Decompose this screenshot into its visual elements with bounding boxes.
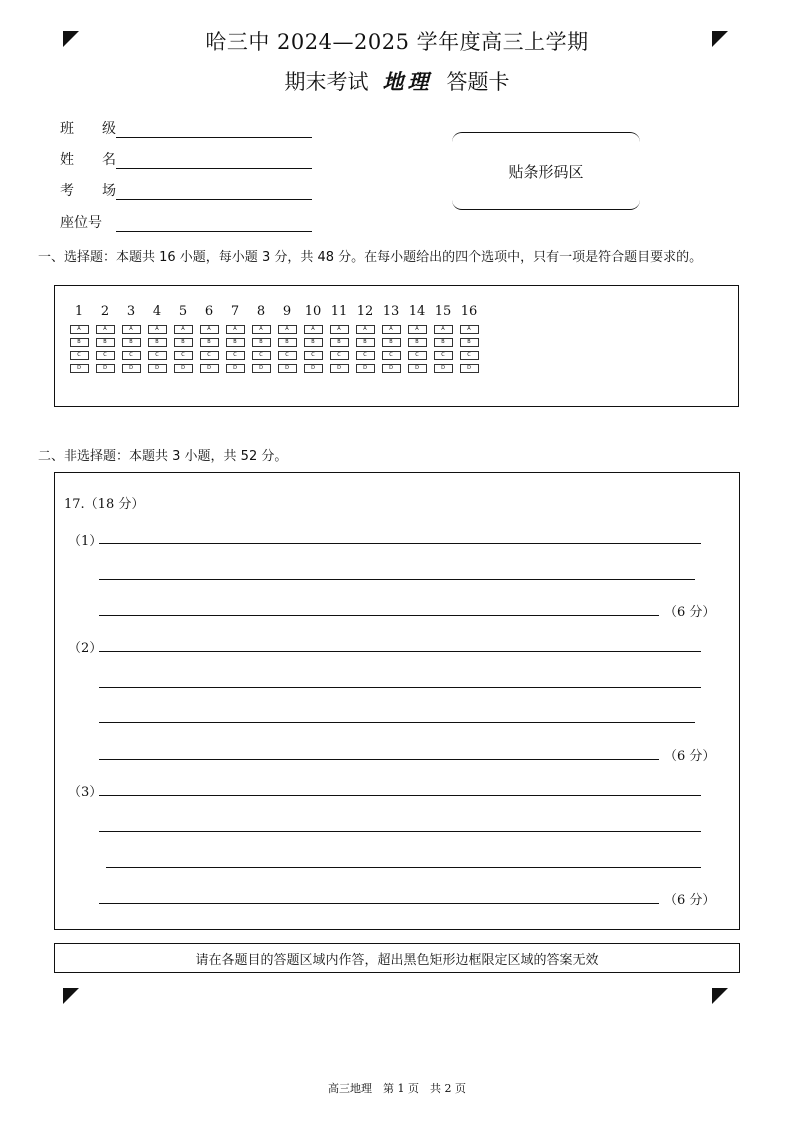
option-bubble-b[interactable]: B <box>304 338 323 347</box>
class-field <box>60 118 312 138</box>
option-bubble-b[interactable]: B <box>460 338 479 347</box>
choice-question-column <box>404 303 430 373</box>
corner-mark-bottom-left <box>63 988 79 1004</box>
option-bubble-a[interactable]: A <box>330 325 349 334</box>
option-bubble-d[interactable]: D <box>96 364 115 373</box>
option-bubble-a[interactable]: A <box>148 325 167 334</box>
option-bubble-a[interactable]: A <box>226 325 245 334</box>
option-bubble-c[interactable]: C <box>382 351 401 360</box>
answer-line[interactable] <box>99 759 659 760</box>
option-bubble-d[interactable]: D <box>408 364 427 373</box>
answer-line[interactable] <box>99 687 701 688</box>
answer-line[interactable] <box>99 615 659 616</box>
choice-question-column <box>196 303 222 373</box>
question-number: 11 <box>330 304 348 319</box>
choice-question-column <box>66 303 92 373</box>
part1-label: （1） <box>68 534 103 549</box>
option-bubble-c[interactable]: C <box>70 351 89 360</box>
option-bubble-b[interactable]: B <box>174 338 193 347</box>
option-bubble-b[interactable]: B <box>278 338 297 347</box>
question-number: 5 <box>178 304 188 319</box>
option-bubble-b[interactable]: B <box>356 338 375 347</box>
choice-question-column <box>274 303 300 373</box>
answer-line[interactable] <box>99 722 695 723</box>
option-bubble-b[interactable]: B <box>330 338 349 347</box>
option-bubble-d[interactable]: D <box>382 364 401 373</box>
seat-label: 座位号 <box>60 215 102 231</box>
option-bubble-b[interactable]: B <box>70 338 89 347</box>
option-bubble-a[interactable]: A <box>408 325 427 334</box>
class-input-line[interactable] <box>116 122 312 138</box>
option-bubble-d[interactable]: D <box>304 364 323 373</box>
option-bubble-a[interactable]: A <box>122 325 141 334</box>
choice-question-column <box>326 303 352 373</box>
option-bubble-c[interactable]: C <box>174 351 193 360</box>
seat-input-line[interactable] <box>116 216 312 232</box>
option-bubble-a[interactable]: A <box>96 325 115 334</box>
choice-question-column <box>92 303 118 373</box>
option-bubble-d[interactable]: D <box>460 364 479 373</box>
question-number: 16 <box>460 304 478 319</box>
choice-question-column <box>378 303 404 373</box>
question-number: 15 <box>434 304 452 319</box>
option-bubble-b[interactable]: B <box>96 338 115 347</box>
option-bubble-d[interactable]: D <box>200 364 219 373</box>
option-bubble-b[interactable]: B <box>434 338 453 347</box>
choice-question-column <box>352 303 378 373</box>
option-bubble-b[interactable]: B <box>252 338 271 347</box>
question-number: 13 <box>382 304 400 319</box>
question-number: 4 <box>152 304 162 319</box>
option-bubble-d[interactable]: D <box>122 364 141 373</box>
name-label: 姓 名 <box>60 152 116 168</box>
option-bubble-a[interactable]: A <box>70 325 89 334</box>
option-bubble-b[interactable]: B <box>200 338 219 347</box>
section1-heading: 一、选择题：本题共 16 小题，每小题 3 分，共 48 分。在每小题给出的四个选项中，只有一项是符合题目要求的。 <box>38 250 703 265</box>
choice-question-column <box>118 303 144 373</box>
name-input-line[interactable] <box>116 153 312 169</box>
answer-line[interactable] <box>99 795 701 796</box>
subject-name: 地理 <box>382 69 433 94</box>
option-bubble-d[interactable]: D <box>148 364 167 373</box>
choice-question-column <box>248 303 274 373</box>
answer-line[interactable] <box>99 831 701 832</box>
answer-line[interactable] <box>99 579 695 580</box>
option-bubble-c[interactable]: C <box>356 351 375 360</box>
section2-heading: 二、非选择题：本题共 3 小题，共 52 分。 <box>38 449 288 464</box>
choice-question-column <box>222 303 248 373</box>
page-title: 哈三中 2024—2025 学年度高三上学期 <box>205 30 589 54</box>
option-bubble-d[interactable]: D <box>70 364 89 373</box>
option-bubble-c[interactable]: C <box>304 351 323 360</box>
answer-line[interactable] <box>99 903 659 904</box>
choice-question-column <box>300 303 326 373</box>
part1-score: （6 分） <box>664 605 716 620</box>
option-bubble-d[interactable]: D <box>252 364 271 373</box>
answer-line[interactable] <box>99 543 701 544</box>
part3-score: （6 分） <box>664 893 716 908</box>
answer-area-notice: 请在各题目的答题区域内作答，超出黑色矩形边框限定区域的答案无效 <box>54 943 740 973</box>
option-bubble-c[interactable]: C <box>330 351 349 360</box>
barcode-area: 贴条形码区 <box>452 132 640 210</box>
question-number: 14 <box>408 304 426 319</box>
choice-question-column <box>144 303 170 373</box>
card-name: 答题卡 <box>446 70 510 94</box>
option-bubble-a[interactable]: A <box>434 325 453 334</box>
option-bubble-c[interactable]: C <box>226 351 245 360</box>
option-bubble-b[interactable]: B <box>122 338 141 347</box>
class-label: 班 级 <box>60 121 116 137</box>
option-bubble-a[interactable]: A <box>382 325 401 334</box>
room-label: 考 场 <box>60 183 116 199</box>
open-answer-box <box>54 472 740 930</box>
room-input-line[interactable] <box>116 184 312 200</box>
corner-mark-bottom-right <box>712 988 728 1004</box>
option-bubble-c[interactable]: C <box>122 351 141 360</box>
name-field <box>60 149 312 169</box>
option-bubble-c[interactable]: C <box>96 351 115 360</box>
option-bubble-b[interactable]: B <box>408 338 427 347</box>
option-bubble-b[interactable]: B <box>226 338 245 347</box>
answer-line[interactable] <box>99 651 701 652</box>
option-bubble-a[interactable]: A <box>252 325 271 334</box>
option-bubble-c[interactable]: C <box>200 351 219 360</box>
choice-question-column <box>430 303 456 373</box>
question-number: 8 <box>256 304 266 319</box>
option-bubble-a[interactable]: A <box>200 325 219 334</box>
room-field <box>60 180 312 200</box>
option-bubble-d[interactable]: D <box>174 364 193 373</box>
option-bubble-c[interactable]: C <box>252 351 271 360</box>
option-bubble-b[interactable]: B <box>382 338 401 347</box>
option-bubble-d[interactable]: D <box>278 364 297 373</box>
option-bubble-a[interactable]: A <box>278 325 297 334</box>
question-number: 6 <box>204 304 214 319</box>
option-bubble-a[interactable]: A <box>356 325 375 334</box>
choice-question-column <box>170 303 196 373</box>
question-number: 3 <box>126 304 136 319</box>
page-subtitle <box>0 66 794 96</box>
seat-field <box>60 212 312 232</box>
question-number: 2 <box>100 304 110 319</box>
question17-label: 17.（18 分） <box>64 497 145 512</box>
part2-score: （6 分） <box>664 749 716 764</box>
question-number: 12 <box>356 304 374 319</box>
part3-label: （3） <box>68 785 103 800</box>
page-footer: 高三地理 第 1 页 共 2 页 <box>328 1082 466 1095</box>
option-bubble-c[interactable]: C <box>460 351 479 360</box>
option-bubble-c[interactable]: C <box>278 351 297 360</box>
option-bubble-a[interactable]: A <box>174 325 193 334</box>
answer-line[interactable] <box>106 867 701 868</box>
question-number: 7 <box>230 304 240 319</box>
option-bubble-d[interactable]: D <box>330 364 349 373</box>
option-bubble-c[interactable]: C <box>408 351 427 360</box>
choice-grid <box>66 303 482 373</box>
exam-name: 期末考试 <box>284 70 369 94</box>
option-bubble-b[interactable]: B <box>148 338 167 347</box>
option-bubble-c[interactable]: C <box>148 351 167 360</box>
choice-question-column <box>456 303 482 373</box>
option-bubble-d[interactable]: D <box>226 364 245 373</box>
part2-label: （2） <box>68 641 103 656</box>
option-bubble-d[interactable]: D <box>434 364 453 373</box>
option-bubble-d[interactable]: D <box>356 364 375 373</box>
question-number: 9 <box>282 304 292 319</box>
question-number: 1 <box>74 304 84 319</box>
option-bubble-a[interactable]: A <box>304 325 323 334</box>
option-bubble-a[interactable]: A <box>460 325 479 334</box>
option-bubble-c[interactable]: C <box>434 351 453 360</box>
question-number: 10 <box>304 304 322 319</box>
